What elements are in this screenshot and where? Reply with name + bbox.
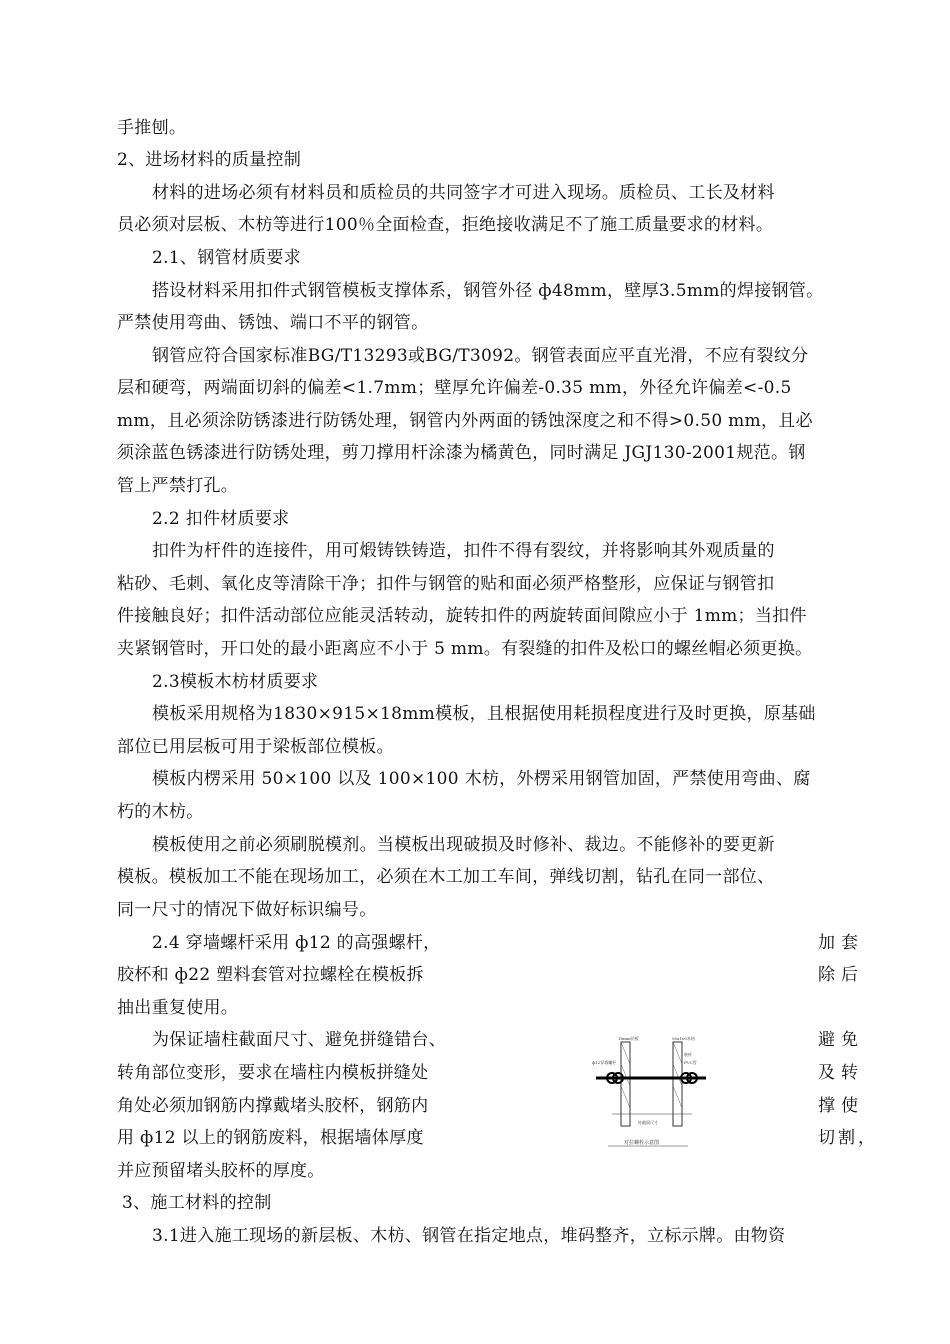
section-heading: 2、进场材料的质量控制 — [117, 150, 302, 170]
figure-label: 胶杯 — [684, 1052, 692, 1057]
wrapped-text-right: 撑使 — [818, 1096, 864, 1116]
text-line: 材料的进场必须有材料员和质检员的共同签字才可进入现场。质检员、工长及材料 — [152, 183, 775, 203]
figure-label: 50x100木枋 — [672, 1036, 695, 1041]
figure-label: 18mm层板 — [618, 1036, 639, 1041]
wrapped-text-right: 加套 — [818, 933, 864, 953]
left-formwork-board — [621, 1042, 630, 1126]
tie-bolt-diagram — [588, 1034, 708, 1154]
text-line: 严禁使用弯曲、锈蚀、端口不平的钢管。 — [117, 313, 429, 333]
text-line: 模板内楞采用 50×100 以及 100×100 木枋，外楞采用钢管加固，严禁使用弯曲、腐 — [152, 769, 811, 789]
text-line: 同一尺寸的情况下做好标识编号。 — [117, 900, 377, 920]
text-line: 须涂蓝色锈漆进行防锈处理，剪刀撑用杆涂漆为橘黄色，同时满足 JGJ130-2001规范。钢 — [117, 443, 806, 463]
subsection-heading: 2.3模板木枋材质要求 — [152, 672, 319, 692]
text-line: 粘砂、毛刺、氧化皮等清除干净；扣件与钢管的贴和面必须严格整形，应保证与钢管扣 — [117, 574, 775, 594]
text-line: 胶杯和 ф22 塑料套管对拉螺栓在模板拆 — [117, 965, 424, 985]
text-line: 钢管应符合国家标准BG/T13293或BG/T3092。钢管表面应平直光滑，不应有裂纹分 — [152, 346, 809, 366]
figure-caption: 对拉螺栓示意图 — [624, 1140, 660, 1146]
text-line: mm，且必须涂防锈漆进行防锈处理，钢管内外两面的锈蚀深度之和不得>0.50 mm，且必 — [117, 411, 813, 431]
wrapped-text-right: 除后 — [818, 965, 864, 985]
wrapped-text-right: 切割， — [818, 1128, 878, 1148]
text-line: 手推刨。 — [117, 118, 187, 138]
text-line: 2.4 穿墙螺杆采用 ф12 的高强螺杆， — [152, 933, 441, 953]
text-line: 部位已用层板可用于梁板部位模板。 — [117, 737, 394, 757]
text-line: 3.1进入施工现场的新层板、木枋、钢管在指定地点，堆码整齐，立标示牌。由物资 — [152, 1226, 786, 1246]
text-line: 员必须对层板、木枋等进行100％全面检查，拒绝接收满足不了施工质量要求的材料。 — [117, 215, 774, 235]
text-line: 层和硬弯，两端面切斜的偏差<1.7mm；壁厚允许偏差-0.35 mm，外径允许偏差<-0.5 — [117, 378, 792, 398]
text-line: 抽出重复使用。 — [117, 998, 239, 1018]
text-line: 转角部位变形，要求在墙柱内模板拼缝处 — [117, 1063, 429, 1083]
wrapped-text-right: 避免 — [818, 1030, 864, 1050]
subsection-heading: 2.1、钢管材质要求 — [152, 248, 302, 268]
text-line: 夹紧钢管时，开口处的最小距离应不小于 5 mm。有裂缝的扣件及松口的螺丝帽必须更换。 — [117, 639, 813, 659]
section-heading: 3、施工材料的控制 — [122, 1193, 272, 1213]
right-formwork-board — [673, 1042, 682, 1126]
text-line: 模板。模板加工不能在现场加工，必须在木工加工车间，弹线切割，钻孔在同一部位、 — [117, 867, 775, 887]
subsection-heading: 2.2 扣件材质要求 — [152, 509, 290, 529]
text-line: 搭设材料采用扣件式钢管模板支撑体系，钢管外径 ф48mm，壁厚3.5mm的焊接钢管。 — [152, 281, 824, 301]
figure-label: ф12穿墙螺杆 — [592, 1060, 617, 1065]
text-line: 扣件为杆件的连接件，用可煅铸铁铸造，扣件不得有裂纹，并将影响其外观质量的 — [152, 541, 775, 561]
text-line: 并应预留堵头胶杯的厚度。 — [117, 1161, 325, 1181]
text-line: 角处必须加钢筋内撑戴堵头胶杯，钢筋内 — [117, 1096, 429, 1116]
wrapped-text-right: 及转 — [818, 1063, 864, 1083]
figure-label: PVC管 — [684, 1060, 697, 1065]
text-line: 为保证墙柱截面尺寸、避免拼缝错台、 — [152, 1030, 447, 1050]
text-line: 模板采用规格为1830×915×18mm模板，且根据使用耗损程度进行及时更换，原基础 — [152, 704, 816, 724]
text-line: 管上严禁打孔。 — [117, 476, 239, 496]
text-line: 用 ф12 以上的钢筋废料，根据墙体厚度 — [117, 1128, 424, 1148]
figure-label: 柱截面尺寸 — [638, 1120, 658, 1125]
text-line: 模板使用之前必须刷脱模剂。当模板出现破损及时修补、裁边。不能修补的要更新 — [152, 835, 775, 855]
text-line: 朽的木枋。 — [117, 802, 204, 822]
text-line: 件接触良好；扣件活动部位应能灵活转动，旋转扣件的两旋转面间隙应小于 1mm；当扣件 — [117, 606, 807, 626]
